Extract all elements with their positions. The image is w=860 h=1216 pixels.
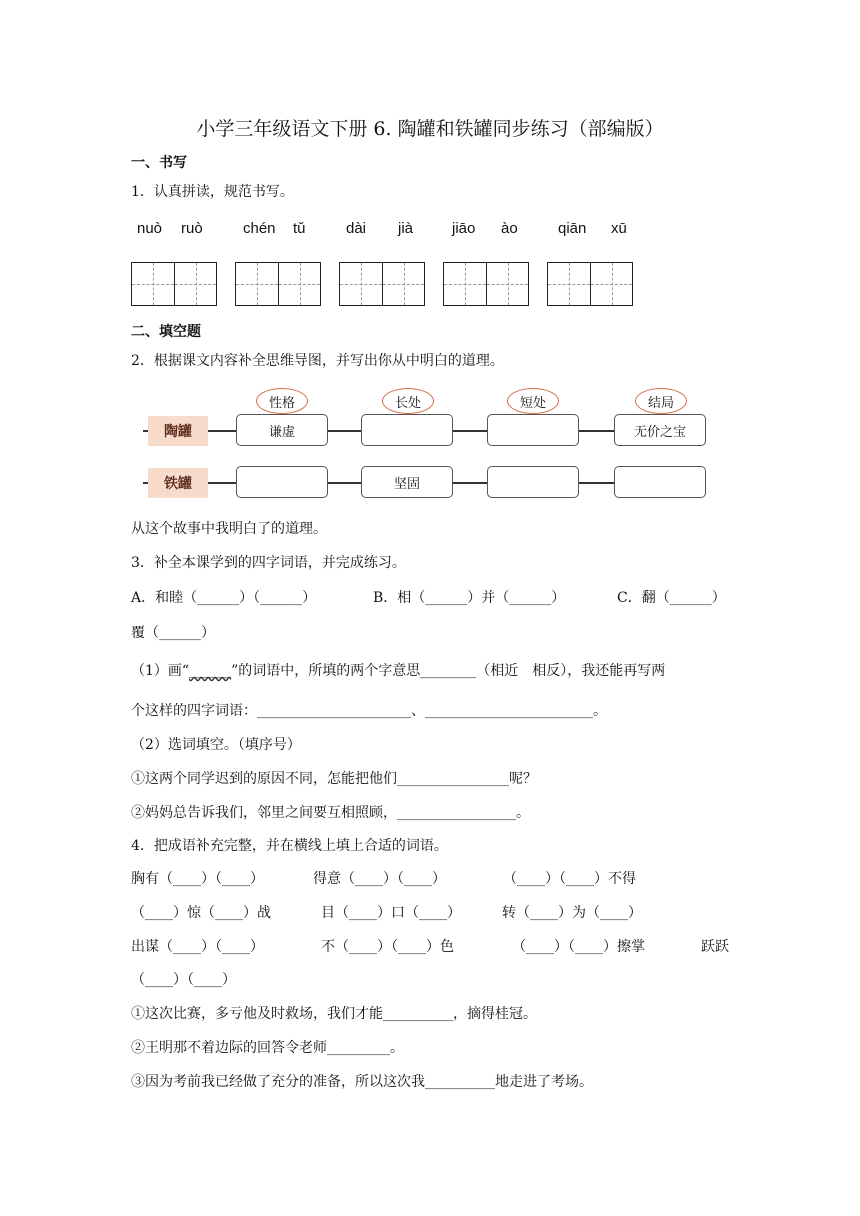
writing-grid[interactable]: [235, 262, 321, 306]
header-outcome: 结局: [635, 388, 687, 414]
pinyin: jià: [398, 220, 414, 237]
map-cell: 无价之宝: [614, 414, 706, 446]
idiom-item: 跃跃: [701, 939, 729, 955]
q3-part-2-a: ①这两个同学迟到的原因不同，怎能把他们________________呢？: [131, 771, 537, 787]
page-title: 小学三年级语文下册 6. 陶罐和铁罐同步练习（部编版）: [196, 118, 664, 140]
map-cell-blank[interactable]: [487, 466, 579, 498]
header-personality: 性格: [256, 388, 308, 414]
wavy-underline-mark: ______: [189, 663, 232, 679]
pinyin: tǔ: [293, 220, 306, 237]
q3-option-a: A．和睦（______）（______）: [131, 590, 317, 606]
row-label-clay-pot: 陶罐: [148, 416, 208, 446]
idiom-item: （____）（____）擦掌: [512, 939, 645, 955]
q3-part-2: （2）选词填空。（填序号）: [131, 737, 301, 753]
pinyin: nuò: [137, 220, 163, 237]
section-heading-writing: 一、书写: [131, 155, 187, 171]
idiom-item: 胸有（____）（____）: [131, 871, 264, 887]
writing-grid[interactable]: [547, 262, 633, 306]
q2-answer-line: 从这个故事中我明白了的道理。: [131, 521, 327, 537]
header-strength: 长处: [382, 388, 434, 414]
q3-part-1-pre: （1）画“: [131, 663, 190, 679]
section-heading-fill: 二、填空题: [131, 324, 201, 340]
question-2: 2．根据课文内容补全思维导图，并写出你从中明白的道理。: [131, 353, 504, 369]
idiom-item: （____）（____）: [131, 972, 236, 988]
q3-option-b: B．相（______）并（______）: [373, 590, 566, 606]
map-cell-blank[interactable]: [361, 414, 453, 446]
writing-grid[interactable]: [131, 262, 217, 306]
map-cell: 坚固: [361, 466, 453, 498]
idiom-item: （____）惊（____）战: [131, 905, 271, 921]
map-cell-blank[interactable]: [236, 466, 328, 498]
pinyin: xū: [611, 220, 627, 237]
q3-option-c: C．翻（______）: [617, 590, 726, 606]
pinyin: ào: [501, 220, 518, 237]
header-weakness: 短处: [507, 388, 559, 414]
question-4: 4．把成语补充完整，并在横线上填上合适的词语。: [131, 838, 448, 854]
pinyin: chén: [243, 220, 276, 237]
q4-sentence-b: ②王明那不着边际的回答令老师_________。: [131, 1040, 404, 1056]
question-1: 1．认真拼读，规范书写。: [131, 184, 294, 200]
writing-grid[interactable]: [339, 262, 425, 306]
question-3: 3．补全本课学到的四字词语，并完成练习。: [131, 555, 406, 571]
pinyin: dài: [346, 220, 367, 237]
q3-part-2-b: ②妈妈总告诉我们，邻里之间要互相照顾，_________________。: [131, 805, 530, 821]
q4-sentence-c: ③因为考前我已经做了充分的准备，所以这次我__________地走进了考场。: [131, 1074, 593, 1090]
map-cell-blank[interactable]: [487, 414, 579, 446]
idiom-item: 转（____）为（____）: [502, 905, 642, 921]
idiom-item: 得意（____）（____）: [313, 871, 446, 887]
map-cell-blank[interactable]: [614, 466, 706, 498]
idiom-item: 不（____）（____）色: [321, 939, 454, 955]
writing-grid[interactable]: [443, 262, 529, 306]
q3-option-c-cont: 覆（______）: [131, 625, 215, 641]
row-label-iron-pot: 铁罐: [148, 468, 208, 498]
idiom-item: 目（____）口（____）: [321, 905, 461, 921]
q3-part-1-post: ”的词语中，所填的两个字意思________（相近 相反），我还能再写两: [231, 663, 666, 679]
pinyin: jiāo: [452, 220, 476, 237]
pinyin: ruò: [181, 220, 203, 237]
idiom-item: 出谋（____）（____）: [131, 939, 264, 955]
map-cell: 谦虚: [236, 414, 328, 446]
pinyin: qiān: [558, 220, 587, 237]
q3-part-1: [131, 660, 665, 680]
q4-sentence-a: ①这次比赛，多亏他及时救场，我们才能__________，摘得桂冠。: [131, 1006, 537, 1022]
q3-part-1-line2: 个这样的四字词语：______________________、________________________。: [131, 703, 607, 719]
idiom-item: （____）（____）不得: [503, 871, 636, 887]
